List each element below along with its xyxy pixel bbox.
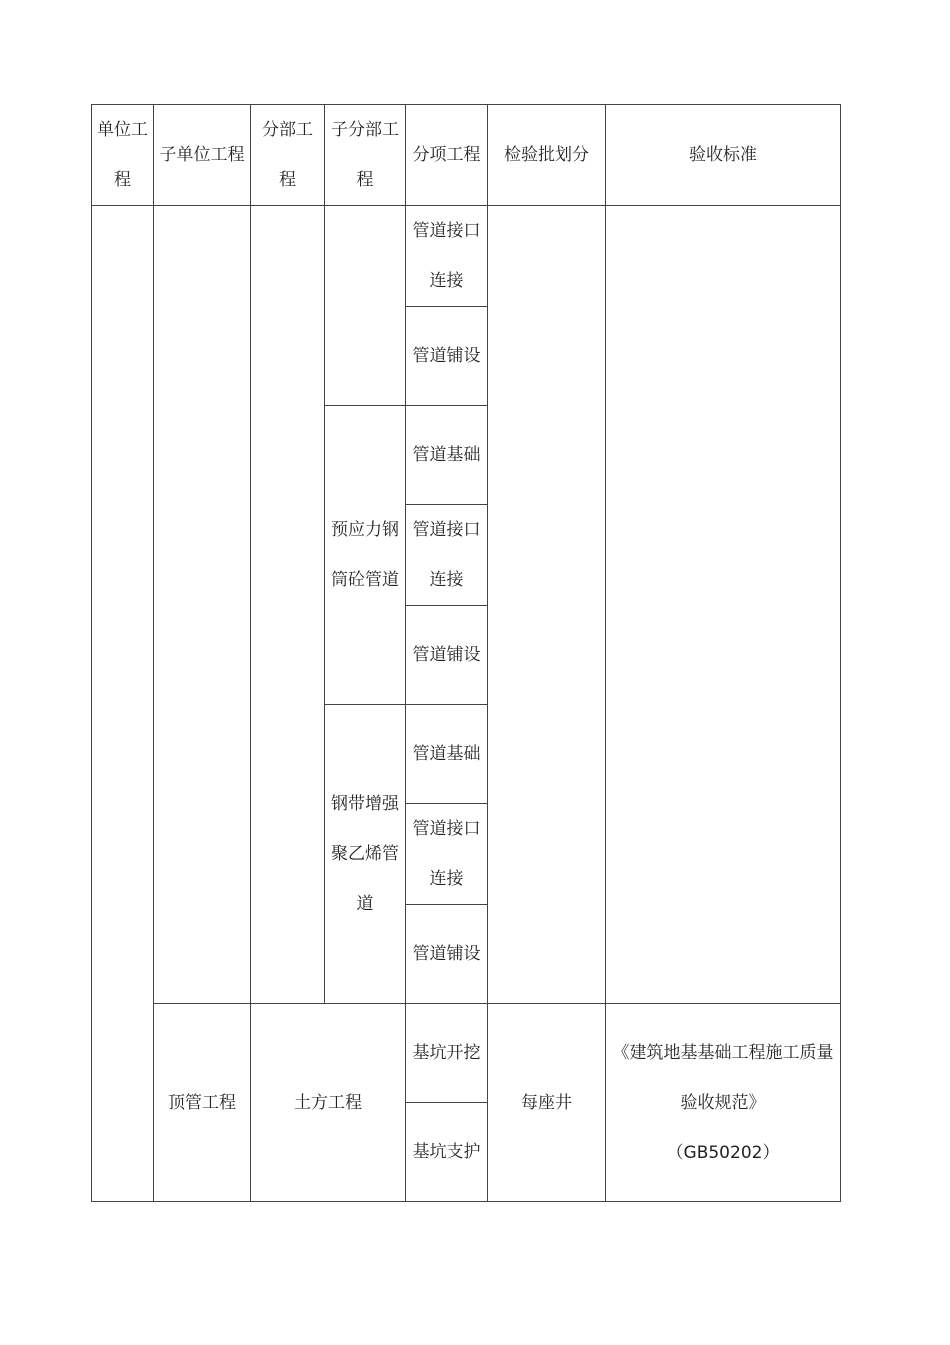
item-cell: 管道铺设: [406, 307, 488, 406]
header-unit: 单位工程: [92, 105, 154, 206]
header-item: 分项工程: [406, 105, 488, 206]
item-cell: 基坑开挖: [406, 1004, 488, 1103]
standard-title: 《建筑地基基础工程施工质量验收规范》: [612, 1042, 834, 1113]
table-row: [92, 1004, 841, 1103]
header-row: [92, 105, 841, 206]
subdivision-cell-steel-pe: [325, 705, 406, 1004]
subdivision-cell-prestressed: 预应力钢筒砼管道: [325, 406, 406, 705]
header-division: 分部工程: [251, 105, 325, 206]
header-batch: 检验批划分: [488, 105, 606, 206]
standard-code: （GB50202）: [666, 1142, 780, 1163]
inspection-division-table: [91, 104, 841, 1202]
subdivision-line: 钢带增强: [331, 794, 399, 814]
division-cell-empty: [251, 206, 325, 1004]
division-cell-earthwork: 土方工程: [251, 1004, 406, 1202]
standard-cell-gb50202: [606, 1004, 841, 1202]
standard-cell-empty: [606, 206, 841, 1004]
item-cell: 管道基础: [406, 406, 488, 505]
subunit-cell-empty: [154, 206, 251, 1004]
header-subdivision: 子分部工程: [325, 105, 406, 206]
item-cell: 基坑支护: [406, 1103, 488, 1202]
batch-cell-empty: [488, 206, 606, 1004]
item-cell: 管道铺设: [406, 606, 488, 705]
subdivision-cell-empty: [325, 206, 406, 406]
unit-cell-empty: [92, 206, 154, 1202]
header-subunit: 子单位工程: [154, 105, 251, 206]
item-cell: 管道铺设: [406, 905, 488, 1004]
batch-cell-per-well: 每座井: [488, 1004, 606, 1202]
item-cell: 管道接口连接: [406, 804, 488, 905]
item-cell: 管道基础: [406, 705, 488, 804]
item-cell: 管道接口连接: [406, 206, 488, 307]
subdivision-line: 聚乙烯管道: [331, 844, 399, 914]
header-standard: 验收标准: [606, 105, 841, 206]
subunit-cell-jacking: 顶管工程: [154, 1004, 251, 1202]
table-row: [92, 206, 841, 307]
item-cell: 管道接口连接: [406, 505, 488, 606]
